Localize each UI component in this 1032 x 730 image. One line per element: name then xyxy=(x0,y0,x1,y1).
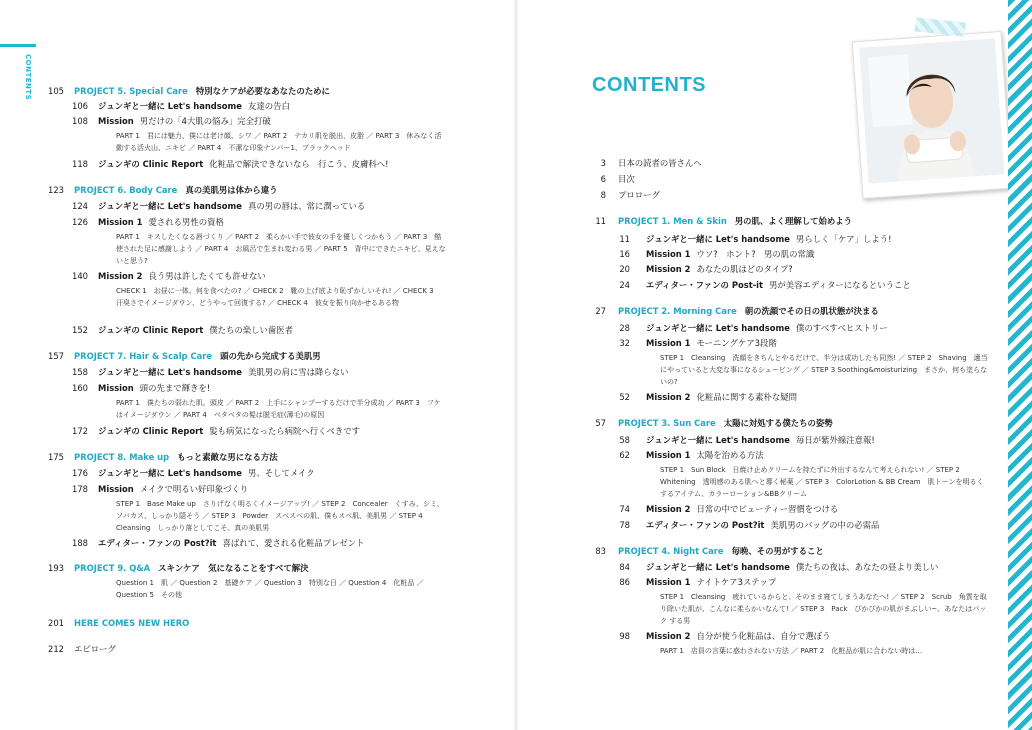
toc-project-heading xyxy=(580,216,1000,228)
project-title: スキンケア 気になることをすべて解決 xyxy=(158,563,309,573)
page-number: 160 xyxy=(72,383,88,393)
page-number: 193 xyxy=(48,563,64,573)
entry-label: Mission 2 xyxy=(98,271,143,281)
entry-label: エディター・ファンの Post?it xyxy=(646,520,765,530)
entry-detail: STEP 1 Cleansing 洗顔をきちんとやるだけで、半分は成功したも同然! ／ STEP 2 Shaving 適当にやっていると大変な事になるシェービング ／ STEP 3 Soothing&moisturizing まさか、何も塗らないの? xyxy=(660,354,988,386)
page-number: 105 xyxy=(48,86,64,96)
entry-title: 僕のすべすべヒストリー xyxy=(795,323,888,333)
toc-entry xyxy=(580,520,1000,532)
page-number: 106 xyxy=(72,101,88,111)
toc-entry xyxy=(580,323,1000,335)
toc-entry xyxy=(580,435,1000,447)
page-number: 57 xyxy=(595,418,606,428)
entry-title: 美肌男の肩に雪は降らない xyxy=(247,367,349,377)
side-tab-bar xyxy=(0,44,36,47)
page-number: 118 xyxy=(72,159,88,169)
entry-title: 日本の読者の皆さんへ xyxy=(618,158,702,168)
entry-label: Mission 1 xyxy=(646,450,691,460)
project-title: 太陽に対処する僕たちの姿勢 xyxy=(723,418,833,428)
entry-label: ジュンギと一緒に Let's handsome xyxy=(646,234,790,244)
page-number: 32 xyxy=(619,338,630,348)
toc-entry xyxy=(580,280,1000,292)
project-name: PROJECT 6. Body Care xyxy=(74,185,178,195)
entry-title: 太陽を治める方法 xyxy=(696,450,764,460)
toc-entry xyxy=(580,562,1000,574)
entry-detail: STEP 1 Cleansing 疲れているからと、そのまま寝てしまうあなたへ! ／ STEP 2 Scrub 角質を取り除いた肌が、こんなに柔らかいなんて! ／ STEP 3 Pack ぴかぴかの肌がまぶしい~、あなたはパック する男 xyxy=(660,593,987,625)
project-name: PROJECT 3. Sun Care xyxy=(618,418,716,428)
entry-title: 自分が使う化粧品は、自分で選ぼう xyxy=(696,631,831,641)
entry-detail: STEP 1 Sun Block 日焼け止めクリームを持たずに外出するなんて考えられない! ／ STEP 2 Whitening 透明感のある肌へと導く秘薬 ／ STEP 3 ColorLotion & BB Cream 肌トーンを明るくするアイテム、カラーローション&BBクリーム xyxy=(660,466,984,498)
side-label: CONTENTS xyxy=(24,54,32,101)
entry-title: 真の男の唇は、常に潤っている xyxy=(247,201,366,211)
page-number: 178 xyxy=(72,484,88,494)
project-title: 頭の先から完成する美肌男 xyxy=(220,351,321,361)
entry-title: 喜ばれて、愛される化粧品プレゼント xyxy=(222,538,365,548)
entry-title: 僕たちの楽しい歯医者 xyxy=(209,325,293,335)
toc-entry xyxy=(38,426,478,438)
entry-title: エピローグ xyxy=(74,644,116,654)
entry-label: Mission 1 xyxy=(98,217,143,227)
entry-detail: PART 1 君には魅力、僕には老け顔、シワ ／ PART 2 テカリ肌を脱出、皮脂 ／ PART 3 休みなく活動する活火山、ニキビ ／ PART 4 不潔な印象ナンバー1、ブラックヘッド xyxy=(116,132,442,152)
entry-title: メイクで明るい好印象づくり xyxy=(139,484,249,494)
page-number: 74 xyxy=(619,504,630,514)
page-number: 176 xyxy=(72,468,88,478)
toc-entry xyxy=(38,101,478,113)
entry-title: 日常の中でビューティー習慣をつける xyxy=(696,504,839,514)
project-title: もっと素敵な男になる方法 xyxy=(177,452,278,462)
entry-label: ジュンギと一緒に Let's handsome xyxy=(98,101,242,111)
toc-entry xyxy=(580,234,1000,246)
toc-entry xyxy=(38,217,478,229)
entry-detail: Question 1 肌 ／ Question 2 基礎ケア ／ Question 3 特別な日 ／ Question 4 化粧品 ／ Question 5 その他 xyxy=(116,579,424,599)
portrait-illustration xyxy=(859,38,1004,183)
toc-entry xyxy=(580,392,1000,404)
project-name: PROJECT 9. Q&A xyxy=(74,563,151,573)
toc-entry xyxy=(38,367,478,379)
page-number: 58 xyxy=(619,435,630,445)
entry-label: Mission 2 xyxy=(646,631,691,641)
toc-entry xyxy=(580,631,1000,643)
page-number: 123 xyxy=(48,185,64,195)
page-number: 52 xyxy=(619,392,630,402)
stripe-border xyxy=(1008,0,1032,730)
project-name: PROJECT 1. Men & Skin xyxy=(618,216,727,226)
page-number: 62 xyxy=(619,450,630,460)
toc-entry xyxy=(580,264,1000,276)
toc-entry xyxy=(38,468,478,480)
page-number: 124 xyxy=(72,201,88,211)
page-number: 172 xyxy=(72,426,88,436)
toc-project-heading xyxy=(38,563,478,575)
entry-label: ジュンギの Clinic Report xyxy=(98,325,204,335)
entry-title: 良う男は許したくても許せない xyxy=(148,271,266,281)
entry-label: Mission xyxy=(98,116,134,126)
photo-frame xyxy=(852,31,1013,199)
entry-detail: PART 1 キスしたくなる唇づくり ／ PART 2 柔らかい手で彼女の手を優しくつかもう ／ PART 3 酷使された足に感謝しよう ／ PART 4 お風呂で生まれ変わる男 ／ PART 5 背中にできたニキビ、見えないと思う? xyxy=(116,233,446,265)
entry-title: あなたの肌はどのタイプ? xyxy=(696,264,793,274)
toc-project-heading xyxy=(580,418,1000,430)
toc-project-heading xyxy=(580,546,1000,558)
project-title: 真の美肌男は体から違う xyxy=(185,185,278,195)
page-number: 201 xyxy=(48,618,64,628)
page-number: 83 xyxy=(595,546,606,556)
page-number: 108 xyxy=(72,116,88,126)
project-name: PROJECT 5. Special Care xyxy=(74,86,188,96)
page-number: 126 xyxy=(72,217,88,227)
toc-entry xyxy=(38,325,478,337)
entry-detail: PART 1 店員の言葉に惑わされない方法 ／ PART 2 化粧品が肌に合わない時は… xyxy=(660,647,923,655)
entry-title: 美肌男のバッグの中の必需品 xyxy=(770,520,880,530)
page-number: 3 xyxy=(600,158,606,168)
entry-title: ナイトケア3ステップ xyxy=(696,577,777,587)
toc-entry xyxy=(38,116,478,128)
entry-label: ジュンギと一緒に Let's handsome xyxy=(98,201,242,211)
entry-label: Mission 2 xyxy=(646,392,691,402)
contents-title: CONTENTS xyxy=(592,74,706,96)
page-number: 98 xyxy=(619,631,630,641)
toc-project-heading xyxy=(38,86,478,98)
toc-entry xyxy=(38,271,478,283)
entry-label: ジュンギの Clinic Report xyxy=(98,159,204,169)
toc-entry xyxy=(580,450,1000,462)
entry-label: ジュンギと一緒に Let's handsome xyxy=(98,468,242,478)
entry-label: Mission 1 xyxy=(646,577,691,587)
project-title: 毎晩、その男がすること xyxy=(731,546,824,556)
entry-label: ジュンギと一緒に Let's handsome xyxy=(646,435,790,445)
project-name: PROJECT 8. Make up xyxy=(74,452,170,462)
page-number: 6 xyxy=(600,174,606,184)
entry-label: Mission 2 xyxy=(646,504,691,514)
entry-label: Mission 2 xyxy=(646,264,691,274)
project-name: PROJECT 7. Hair & Scalp Care xyxy=(74,351,213,361)
entry-label: Mission xyxy=(98,383,134,393)
entry-title: 化粧品に関する素朴な疑問 xyxy=(696,392,798,402)
entry-title: 友達の告白 xyxy=(247,101,290,111)
project-name: HERE COMES NEW HERO xyxy=(74,618,190,628)
page-number: 157 xyxy=(48,351,64,361)
page-number: 175 xyxy=(48,452,64,462)
project-title: 特別なケアが必要なあなたのために xyxy=(195,86,330,96)
entry-title: モーニングケア3段階 xyxy=(696,338,777,348)
entry-detail: CHECK 1 お昼に一体、何を食べたの? ／ CHECK 2 靴の上げ底より恥ずかしいそれ! ／ CHECK 3 汗臭さでイメージダウン、どうやって回復する? ／ CHECK 4 彼女を振り向かせるある物 xyxy=(116,287,441,307)
page-number: 8 xyxy=(600,190,606,200)
toc-entry xyxy=(38,484,478,496)
entry-title: 男らしく「ケア」しよう! xyxy=(795,234,892,244)
toc-entry xyxy=(580,249,1000,261)
page-number: 78 xyxy=(619,520,630,530)
entry-title: 男だけの「4大肌の悩み」完全打破 xyxy=(139,116,271,126)
entry-title: 男、そしてメイク xyxy=(247,468,315,478)
project-title: 朝の洗顔でその日の肌状態が決まる xyxy=(744,306,879,316)
toc-project-heading xyxy=(38,185,478,197)
toc-entry xyxy=(38,201,478,213)
project-name: PROJECT 2. Morning Care xyxy=(618,306,737,316)
toc-project-heading xyxy=(38,618,478,630)
entry-title: 男が美容エディターになるということ xyxy=(769,280,911,290)
page-number: 86 xyxy=(619,577,630,587)
entry-label: エディター・ファンの Post-it xyxy=(646,280,764,290)
page-number: 24 xyxy=(619,280,630,290)
page-number: 188 xyxy=(72,538,88,548)
entry-detail: PART 1 僕たちの弱れた肌、頭皮 ／ PART 2 上手にシャンプーするだけで半分成功 ／ PART 3 フケはイメージダウン ／ PART 4 ベタベタの髪は脱毛症(薄毛)の原因 xyxy=(116,399,441,419)
book-gutter xyxy=(514,0,518,730)
page-number: 20 xyxy=(619,264,630,274)
entry-title: プロローグ xyxy=(618,190,660,200)
entry-detail: STEP 1 Base Make up さりげなく明るくイメージアップ! ／ STEP 2 Concealer くすみ、シミ、ソバカス、しっかり隠そう ／ STEP 3 Powder スベスベの肌、僕もスベ肌、美肌男 ／ STEP 4 Cleansing しっかり落としてこそ、真の美肌男 xyxy=(116,500,444,532)
page-number: 28 xyxy=(619,323,630,333)
page-number: 27 xyxy=(595,306,606,316)
page-number: 212 xyxy=(48,644,64,654)
entry-title: 僕たちの夜は、あなたの昼より美しい xyxy=(795,562,939,572)
toc-entry xyxy=(38,644,478,656)
entry-label: Mission xyxy=(98,484,134,494)
page-number: 152 xyxy=(72,325,88,335)
page-number: 84 xyxy=(619,562,630,572)
entry-label: ジュンギの Clinic Report xyxy=(98,426,204,436)
toc-entry xyxy=(580,577,1000,589)
page-number: 16 xyxy=(619,249,630,259)
toc-project-heading xyxy=(38,351,478,363)
entry-title: 毎日が紫外線注意報! xyxy=(795,435,875,445)
project-title: 男の肌、よく理解して始めよう xyxy=(734,216,853,226)
entry-title: 愛される男性の資格 xyxy=(148,217,224,227)
entry-label: ジュンギと一緒に Let's handsome xyxy=(646,323,790,333)
entry-title: 頭の先まで輝きを! xyxy=(139,383,211,393)
toc-entry xyxy=(38,538,478,550)
page-number: 11 xyxy=(595,216,606,226)
toc-project-heading xyxy=(580,306,1000,318)
page-number: 140 xyxy=(72,271,88,281)
entry-label: ジュンギと一緒に Let's handsome xyxy=(98,367,242,377)
portrait-photo xyxy=(859,38,1004,183)
toc-entry xyxy=(38,383,478,395)
toc-entry xyxy=(38,159,478,171)
project-name: PROJECT 4. Night Care xyxy=(618,546,724,556)
toc-entry xyxy=(580,504,1000,516)
entry-label: Mission 1 xyxy=(646,249,691,259)
entry-label: ジュンギと一緒に Let's handsome xyxy=(646,562,790,572)
toc-project-heading xyxy=(38,452,478,464)
page-number: 11 xyxy=(619,234,630,244)
entry-title: 目次 xyxy=(618,174,635,184)
entry-label: Mission 1 xyxy=(646,338,691,348)
entry-title: 化粧品で解決できないなら 行こう、皮膚科へ! xyxy=(209,159,389,169)
page-number: 158 xyxy=(72,367,88,377)
toc-entry xyxy=(580,338,1000,350)
entry-title: 髪も病気になったら病院へ行くべきです xyxy=(209,426,360,436)
entry-label: エディター・ファンの Post?it xyxy=(98,538,217,548)
entry-title: ウソ? ホント? 男の肌の常識 xyxy=(696,249,815,259)
